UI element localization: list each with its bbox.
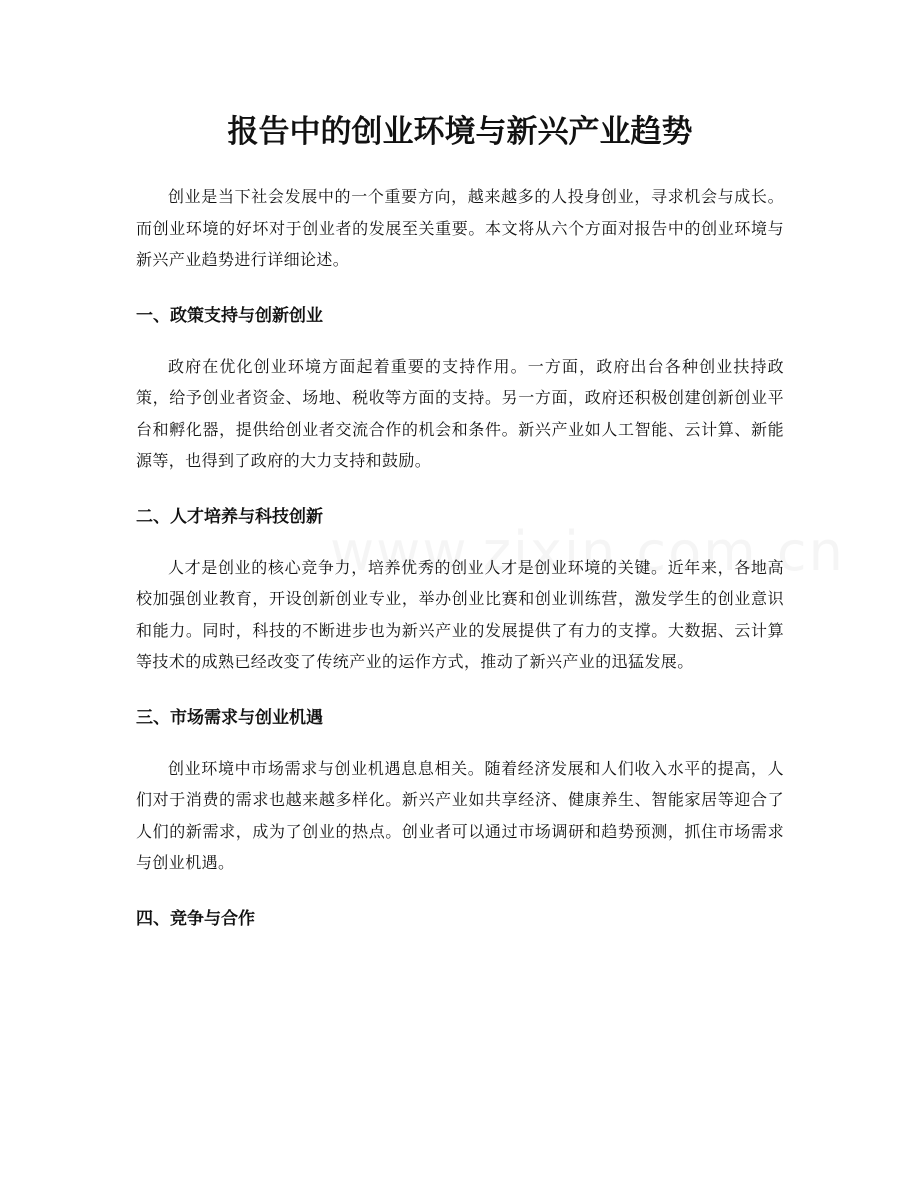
- section-paragraph-3: 创业环境中市场需求与创业机遇息息相关。随着经济发展和人们收入水平的提高，人们对于消费的需求也越来越多样化。新兴产业如共享经济、健康养生、智能家居等迎合了人们的新需求，成为了创业的热点。创业者可以通过市场调研和趋势预测，抓住市场需求与创业机遇。: [136, 758, 784, 872]
- section-paragraph-1: 政府在优化创业环境方面起着重要的支持作用。一方面，政府出台各种创业扶持政策，给予创业者资金、场地、税收等方面的支持。另一方面，政府还积极创建创新创业平台和孵化器，提供给创业者交流合作的机会和条件。新兴产业如人工智能、云计算、新能源等，也得到了政府的大力支持和鼓励。: [136, 356, 784, 470]
- intro-paragraph: 创业是当下社会发展中的一个重要方向，越来越多的人投身创业，寻求机会与成长。而创业环境的好坏对于创业者的发展至关重要。本文将从六个方面对报告中的创业环境与新兴产业趋势进行详细论述。: [136, 187, 784, 269]
- section-heading-4: 四、竞争与合作: [136, 908, 255, 929]
- section-paragraph-2: 人才是创业的核心竞争力，培养优秀的创业人才是创业环境的关键。近年来，各地高校加强创业教育，开设创新创业专业，举办创业比赛和创业训练营，激发学生的创业意识和能力。同时，科技的不断进步也为新兴产业的发展提供了有力的支撑。大数据、云计算等技术的成熟已经改变了传统产业的运作方式，推动了新兴产业的迅猛发展。: [136, 557, 784, 671]
- section-heading-1: 一、政策支持与创新创业: [136, 305, 323, 326]
- page-title: 报告中的创业环境与新兴产业趋势: [227, 114, 693, 150]
- section-heading-3: 三、市场需求与创业机遇: [136, 707, 323, 728]
- section-heading-2: 二、人才培养与科技创新: [136, 506, 323, 527]
- document-body: [136, 181, 784, 933]
